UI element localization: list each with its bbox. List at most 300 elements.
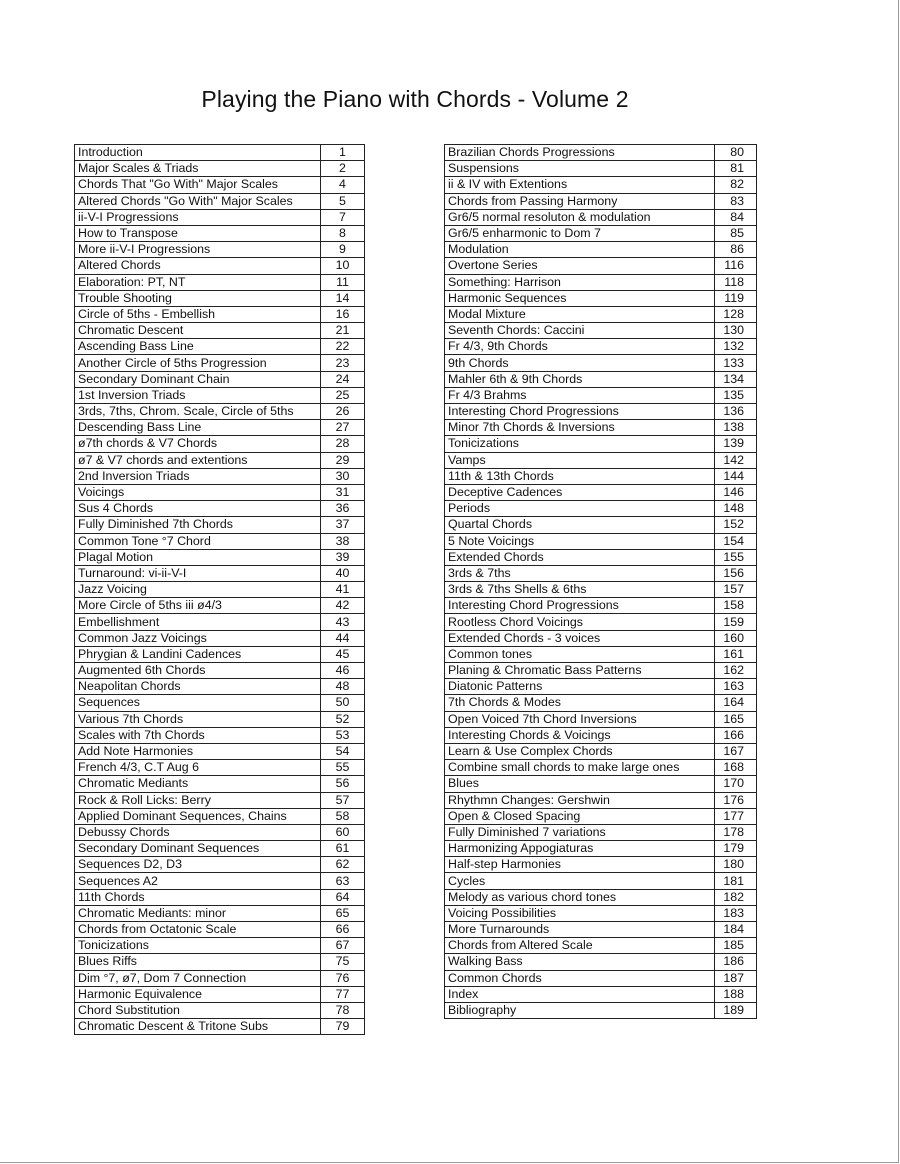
toc-topic: Quartal Chords [445,517,715,533]
toc-row [445,857,757,873]
toc-row [75,323,365,339]
toc-page-number: 24 [321,371,365,387]
toc-row [445,533,757,549]
toc-page-number: 86 [715,242,757,258]
toc-topic: 5 Note Voicings [445,533,715,549]
toc-row [445,436,757,452]
toc-topic: Cycles [445,873,715,889]
toc-row [445,792,757,808]
toc-page-number: 162 [715,663,757,679]
toc-topic: Neapolitan Chords [75,679,321,695]
toc-topic: Interesting Chord Progressions [445,404,715,420]
toc-topic: Secondary Dominant Chain [75,371,321,387]
toc-page-number: 44 [321,630,365,646]
toc-topic: Dim °7, ø7, Dom 7 Connection [75,970,321,986]
toc-row [445,663,757,679]
toc-row [445,258,757,274]
toc-page-number: 37 [321,517,365,533]
toc-row [75,517,365,533]
toc-page-number: 65 [321,905,365,921]
toc-page-number: 77 [321,986,365,1002]
toc-row [445,889,757,905]
toc-page-number: 161 [715,646,757,662]
toc-row [445,501,757,517]
toc-topic: Jazz Voicing [75,582,321,598]
toc-topic: Chord Substitution [75,1002,321,1018]
toc-row [75,484,365,500]
toc-page-number: 50 [321,695,365,711]
toc-row [445,598,757,614]
toc-row [445,646,757,662]
toc-row [75,565,365,581]
toc-topic: Common Jazz Voicings [75,630,321,646]
toc-row [75,792,365,808]
toc-row [445,161,757,177]
toc-topic: 11th & 13th Chords [445,468,715,484]
toc-page-number: 160 [715,630,757,646]
toc-page-number: 166 [715,727,757,743]
toc-table-right [444,144,757,1019]
toc-topic: Half-step Harmonies [445,857,715,873]
toc-page-number: 31 [321,484,365,500]
toc-page-number: 42 [321,598,365,614]
toc-row [75,387,365,403]
toc-topic: Voicings [75,484,321,500]
toc-page-number: 178 [715,824,757,840]
toc-page-number: 119 [715,290,757,306]
toc-topic: Harmonic Sequences [445,290,715,306]
toc-topic: Blues [445,776,715,792]
toc-row [75,274,365,290]
toc-topic: Open & Closed Spacing [445,808,715,824]
toc-topic: Rhythmn Changes: Gershwin [445,792,715,808]
toc-page-number: 164 [715,695,757,711]
toc-topic: Modulation [445,242,715,258]
toc-page-number: 66 [321,922,365,938]
toc-row [75,1002,365,1018]
toc-row [445,711,757,727]
toc-topic: Sequences D2, D3 [75,857,321,873]
toc-topic: 11th Chords [75,889,321,905]
toc-topic: Open Voiced 7th Chord Inversions [445,711,715,727]
toc-page-number: 56 [321,776,365,792]
toc-topic: ø7th chords & V7 Chords [75,436,321,452]
toc-row [75,743,365,759]
toc-row [75,533,365,549]
toc-topic: Augmented 6th Chords [75,663,321,679]
toc-page-number: 60 [321,824,365,840]
toc-topic: Extended Chords - 3 voices [445,630,715,646]
toc-page-number: 128 [715,306,757,322]
toc-page-number: 5 [321,193,365,209]
toc-row [75,436,365,452]
toc-topic: Index [445,986,715,1002]
toc-topic: How to Transpose [75,225,321,241]
toc-row [75,905,365,921]
toc-topic: Sequences [75,695,321,711]
toc-page-number: 40 [321,565,365,581]
toc-topic: Interesting Chord Progressions [445,598,715,614]
toc-topic: Tonicizations [75,938,321,954]
toc-page-number: 61 [321,841,365,857]
toc-page-number: 165 [715,711,757,727]
toc-right-body [445,145,757,1019]
toc-topic: Melody as various chord tones [445,889,715,905]
toc-topic: Phrygian & Landini Cadences [75,646,321,662]
toc-page-number: 157 [715,582,757,598]
toc-page-number: 41 [321,582,365,598]
toc-row [445,209,757,225]
toc-page-number: 136 [715,404,757,420]
toc-page-number: 16 [321,306,365,322]
toc-row [445,387,757,403]
toc-row [445,695,757,711]
toc-row [445,371,757,387]
toc-page-number: 144 [715,468,757,484]
toc-row [75,258,365,274]
toc-topic: Fr 4/3 Brahms [445,387,715,403]
toc-topic: Secondary Dominant Sequences [75,841,321,857]
toc-page-number: 184 [715,922,757,938]
toc-page-number: 45 [321,646,365,662]
toc-page-number: 81 [715,161,757,177]
toc-topic: Sus 4 Chords [75,501,321,517]
toc-page-number: 167 [715,743,757,759]
toc-page-number: 183 [715,905,757,921]
toc-page-number: 187 [715,970,757,986]
toc-row [75,468,365,484]
toc-page-number: 84 [715,209,757,225]
toc-topic: Brazilian Chords Progressions [445,145,715,161]
toc-page-number: 142 [715,452,757,468]
toc-page-number: 155 [715,549,757,565]
toc-topic: Fully Diminished 7 variations [445,824,715,840]
toc-page-number: 148 [715,501,757,517]
toc-topic: Gr6/5 normal resoluton & modulation [445,209,715,225]
toc-page-number: 118 [715,274,757,290]
toc-page-number: 134 [715,371,757,387]
toc-row [445,225,757,241]
toc-topic: Chords from Octatonic Scale [75,922,321,938]
toc-page-number: 154 [715,533,757,549]
toc-topic: More Turnarounds [445,922,715,938]
toc-row [75,630,365,646]
toc-topic: Periods [445,501,715,517]
toc-topic: Chromatic Mediants [75,776,321,792]
toc-row [75,727,365,743]
toc-topic: More ii-V-I Progressions [75,242,321,258]
toc-row [75,306,365,322]
toc-row [75,582,365,598]
toc-topic: Chords from Passing Harmony [445,193,715,209]
toc-topic: Voicing Possibilities [445,905,715,921]
toc-page-number: 132 [715,339,757,355]
toc-topic: Another Circle of 5ths Progression [75,355,321,371]
toc-row [445,630,757,646]
toc-row [445,549,757,565]
toc-topic: Altered Chords [75,258,321,274]
toc-page-number: 1 [321,145,365,161]
toc-page-number: 186 [715,954,757,970]
toc-page-number: 188 [715,986,757,1002]
toc-row [75,857,365,873]
toc-topic: Harmonic Equivalence [75,986,321,1002]
toc-row [75,986,365,1002]
toc-topic: Ascending Bass Line [75,339,321,355]
toc-row [445,274,757,290]
toc-row [75,225,365,241]
toc-topic: Planing & Chromatic Bass Patterns [445,663,715,679]
toc-topic: 3rds & 7ths [445,565,715,581]
toc-topic: Chords from Altered Scale [445,938,715,954]
toc-page-number: 176 [715,792,757,808]
toc-page-number: 130 [715,323,757,339]
toc-page-number: 179 [715,841,757,857]
toc-topic: Suspensions [445,161,715,177]
toc-row [445,727,757,743]
toc-page-number: 189 [715,1002,757,1018]
toc-row [75,501,365,517]
toc-topic: Embellishment [75,614,321,630]
toc-topic: ø7 & V7 chords and extentions [75,452,321,468]
toc-row [75,970,365,986]
toc-topic: Learn & Use Complex Chords [445,743,715,759]
toc-page-number: 181 [715,873,757,889]
toc-topic: 2nd Inversion Triads [75,468,321,484]
toc-topic: Vamps [445,452,715,468]
toc-row [445,986,757,1002]
toc-page-number: 46 [321,663,365,679]
toc-row [445,808,757,824]
toc-row [75,1019,365,1035]
toc-row [445,970,757,986]
toc-topic: Elaboration: PT, NT [75,274,321,290]
toc-row [75,242,365,258]
toc-page-number: 85 [715,225,757,241]
toc-page-number: 163 [715,679,757,695]
toc-row [445,938,757,954]
toc-row [445,193,757,209]
toc-page-number: 14 [321,290,365,306]
toc-row [445,404,757,420]
toc-topic: Interesting Chords & Voicings [445,727,715,743]
toc-page-number: 139 [715,436,757,452]
toc-row [75,760,365,776]
toc-page-number: 79 [321,1019,365,1035]
toc-page-number: 159 [715,614,757,630]
toc-page-number: 30 [321,468,365,484]
toc-row [445,582,757,598]
toc-row [445,242,757,258]
toc-topic: Scales with 7th Chords [75,727,321,743]
toc-page-number: 36 [321,501,365,517]
toc-page-number: 48 [321,679,365,695]
toc-topic: French 4/3, C.T Aug 6 [75,760,321,776]
toc-page-number: 2 [321,161,365,177]
toc-row [75,598,365,614]
toc-row [75,938,365,954]
toc-topic: Fully Diminished 7th Chords [75,517,321,533]
toc-row [75,889,365,905]
toc-page-number: 152 [715,517,757,533]
toc-page-number: 63 [321,873,365,889]
toc-page-number: 22 [321,339,365,355]
toc-page-number: 75 [321,954,365,970]
toc-row [75,695,365,711]
toc-page-number: 67 [321,938,365,954]
toc-row [75,873,365,889]
toc-page-number: 54 [321,743,365,759]
toc-row [445,922,757,938]
toc-topic: Deceptive Cadences [445,484,715,500]
toc-row [75,371,365,387]
toc-page-number: 55 [321,760,365,776]
toc-page-number: 76 [321,970,365,986]
toc-page-number: 10 [321,258,365,274]
toc-topic: Blues Riffs [75,954,321,970]
toc-row [445,452,757,468]
toc-topic: Common Chords [445,970,715,986]
toc-page-number: 78 [321,1002,365,1018]
toc-page-number: 57 [321,792,365,808]
toc-row [75,614,365,630]
toc-row [75,420,365,436]
toc-page-number: 7 [321,209,365,225]
toc-row [445,177,757,193]
toc-topic: Circle of 5ths - Embellish [75,306,321,322]
toc-page-number: 64 [321,889,365,905]
toc-topic: More Circle of 5ths iii ø4/3 [75,598,321,614]
toc-topic: Diatonic Patterns [445,679,715,695]
toc-topic: Rootless Chord Voicings [445,614,715,630]
toc-row [75,776,365,792]
toc-row [75,339,365,355]
toc-page-number: 80 [715,145,757,161]
toc-topic: Overtone Series [445,258,715,274]
toc-page-number: 168 [715,760,757,776]
toc-row [445,824,757,840]
toc-row [445,776,757,792]
toc-topic: ii & IV with Extentions [445,177,715,193]
toc-topic: 1st Inversion Triads [75,387,321,403]
toc-topic: Turnaround: vi-ii-V-I [75,565,321,581]
toc-topic: Something: Harrison [445,274,715,290]
toc-page-number: 26 [321,404,365,420]
toc-row [445,873,757,889]
toc-row [445,614,757,630]
toc-row [75,193,365,209]
toc-page-number: 180 [715,857,757,873]
toc-page-number: 156 [715,565,757,581]
toc-row [75,355,365,371]
toc-row [445,954,757,970]
toc-topic: Harmonizing Appogiaturas [445,841,715,857]
toc-page-number: 38 [321,533,365,549]
toc-topic: Fr 4/3, 9th Chords [445,339,715,355]
toc-topic: Common Tone °7 Chord [75,533,321,549]
toc-topic: Chromatic Descent [75,323,321,339]
toc-row [75,290,365,306]
toc-row [445,517,757,533]
toc-page-number: 185 [715,938,757,954]
toc-row [445,484,757,500]
toc-left-body [75,145,365,1035]
toc-page-number: 138 [715,420,757,436]
toc-topic: Altered Chords "Go With" Major Scales [75,193,321,209]
toc-row [75,549,365,565]
toc-row [445,355,757,371]
toc-page-number: 62 [321,857,365,873]
toc-topic: Debussy Chords [75,824,321,840]
toc-row [75,145,365,161]
toc-page-number: 8 [321,225,365,241]
toc-page-number: 182 [715,889,757,905]
toc-page-number: 23 [321,355,365,371]
toc-topic: Tonicizations [445,436,715,452]
toc-topic: Combine small chords to make large ones [445,760,715,776]
toc-topic: 3rds & 7ths Shells & 6ths [445,582,715,598]
toc-row [445,679,757,695]
toc-topic: 7th Chords & Modes [445,695,715,711]
toc-row [445,743,757,759]
toc-page-number: 116 [715,258,757,274]
toc-row [75,177,365,193]
toc-page-number: 43 [321,614,365,630]
toc-topic: Extended Chords [445,549,715,565]
toc-topic: Add Note Harmonies [75,743,321,759]
toc-page-number: 170 [715,776,757,792]
toc-page-number: 39 [321,549,365,565]
toc-page-number: 52 [321,711,365,727]
toc-page-number: 28 [321,436,365,452]
toc-row [75,452,365,468]
toc-topic: Chords That "Go With" Major Scales [75,177,321,193]
toc-page-number: 135 [715,387,757,403]
toc-row [445,468,757,484]
toc-page-number: 82 [715,177,757,193]
toc-topic: Bibliography [445,1002,715,1018]
toc-topic: Seventh Chords: Caccini [445,323,715,339]
toc-topic: 3rds, 7ths, Chrom. Scale, Circle of 5ths [75,404,321,420]
toc-topic: 9th Chords [445,355,715,371]
toc-topic: Plagal Motion [75,549,321,565]
toc-row [75,841,365,857]
toc-row [445,339,757,355]
toc-page-number: 158 [715,598,757,614]
toc-page-number: 27 [321,420,365,436]
toc-row [445,905,757,921]
toc-row [75,808,365,824]
toc-page-number: 21 [321,323,365,339]
toc-page-number: 133 [715,355,757,371]
toc-row [445,290,757,306]
toc-topic: Descending Bass Line [75,420,321,436]
toc-topic: Chromatic Descent & Tritone Subs [75,1019,321,1035]
toc-row [75,711,365,727]
toc-topic: Introduction [75,145,321,161]
toc-topic: Sequences A2 [75,873,321,889]
toc-topic: Trouble Shooting [75,290,321,306]
toc-page-number: 29 [321,452,365,468]
page-title: Playing the Piano with Chords - Volume 2 [201,86,629,112]
toc-page-number: 11 [321,274,365,290]
toc-topic: Modal Mixture [445,306,715,322]
toc-page-number: 146 [715,484,757,500]
toc-row [445,760,757,776]
toc-topic: Walking Bass [445,954,715,970]
toc-topic: Common tones [445,646,715,662]
toc-topic: Gr6/5 enharmonic to Dom 7 [445,225,715,241]
